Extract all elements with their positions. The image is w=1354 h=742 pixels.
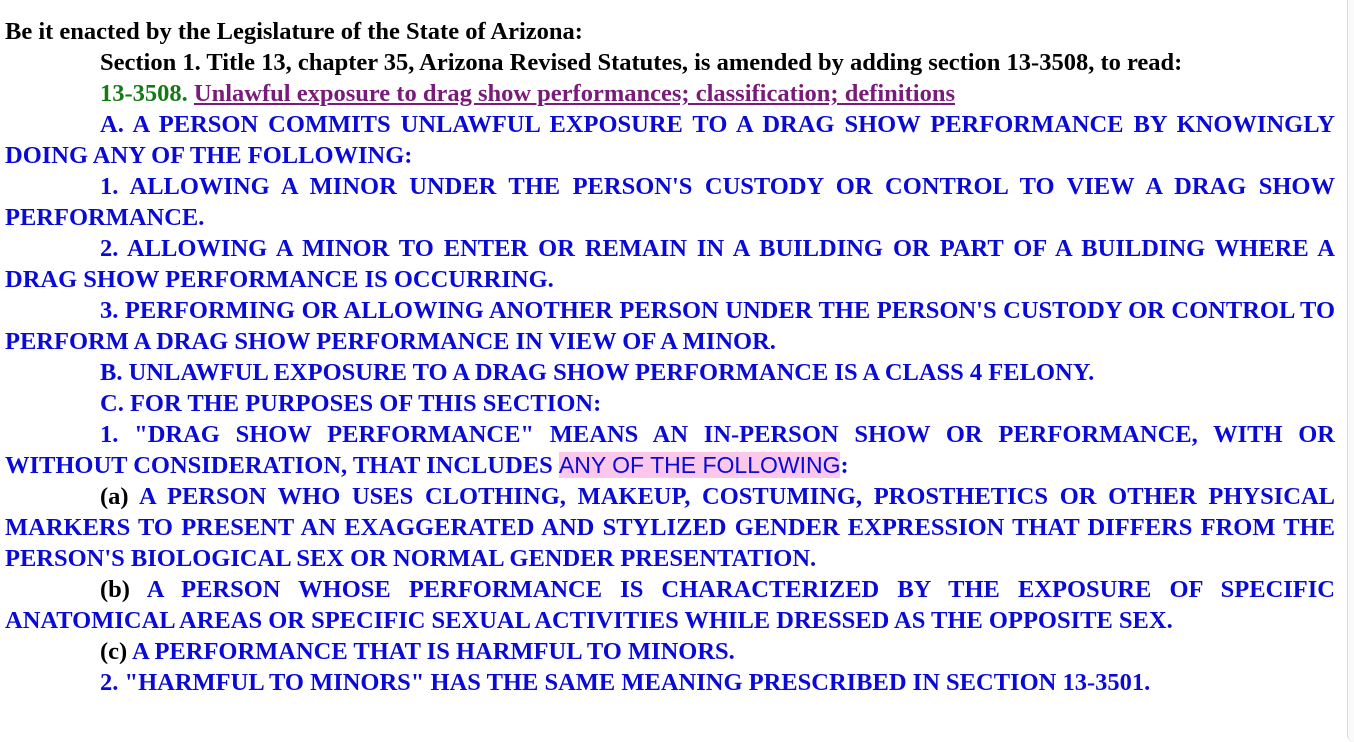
paragraph-a2: 2. ALLOWING A MINOR TO ENTER OR REMAIN IN A BUILDING OR PART OF A BUILDING WHERE A DRAG SHOW PERFORMANCE IS OCCURRING. — [5, 235, 1335, 293]
paragraph-c1a — [5, 481, 1335, 574]
paragraph-c2: 2. "HARMFUL TO MINORS" HAS THE SAME MEANING PRESCRIBED IN SECTION 13-3501. — [100, 669, 1151, 696]
paragraph-b: B. UNLAWFUL EXPOSURE TO A DRAG SHOW PERFORMANCE IS A CLASS 4 FELONY. — [100, 359, 1095, 386]
window-edge — [1347, 0, 1354, 742]
section-number: 13-3508. — [100, 80, 188, 107]
subparagraph-text-c: A PERFORMANCE THAT IS HARMFUL TO MINORS. — [127, 638, 735, 665]
subparagraph-label-c: (c) — [100, 638, 128, 665]
subparagraph-label-b: (b) — [100, 576, 130, 603]
paragraph-c: C. FOR THE PURPOSES OF THIS SECTION: — [100, 390, 602, 417]
section-intro: Section 1. Title 13, chapter 35, Arizona Revised Statutes, is amended by adding section 13-3508, to read: — [100, 49, 1183, 76]
paragraph-c1c — [5, 636, 1335, 667]
paragraph-c1-text: 1. "DRAG SHOW PERFORMANCE" MEANS AN IN-PERSON SHOW OR PERFORMANCE, WITH OR WITHOUT CONSIDERATION, THAT INCLUDES — [5, 421, 1335, 479]
paragraph-c1 — [5, 419, 1335, 481]
enacting-clause: Be it enacted by the Legislature of the State of Arizona: — [5, 18, 583, 45]
highlighted-phrase: ANY OF THE FOLLOWING — [558, 452, 841, 478]
bill-document — [5, 16, 1335, 698]
paragraph-c1b — [5, 574, 1335, 636]
section-heading — [5, 78, 1335, 109]
paragraph-a1: 1. ALLOWING A MINOR UNDER THE PERSON'S CUSTODY OR CONTROL TO VIEW A DRAG SHOW PERFORMANCE. — [5, 173, 1335, 231]
subparagraph-text-a: A PERSON WHO USES CLOTHING, MAKEUP, COSTUMING, PROSTHETICS OR OTHER PHYSICAL MARKERS TO PRESENT AN EXAGGERATED AND STYLIZED GENDER EXPRESSION THAT DIFFERS FROM THE PERSON'S BIOLOGICAL SEX OR NORMAL GENDER PRESENTATION. — [5, 483, 1335, 572]
subparagraph-text-b: A PERSON WHOSE PERFORMANCE IS CHARACTERIZED BY THE EXPOSURE OF SPECIFIC ANATOMICAL AREAS OR SPECIFIC SEXUAL ACTIVITIES WHILE DRESSED AS THE OPPOSITE SEX. — [5, 576, 1335, 634]
paragraph-c1-colon: : — [840, 452, 849, 479]
paragraph-a: A. A PERSON COMMITS UNLAWFUL EXPOSURE TO A DRAG SHOW PERFORMANCE BY KNOWINGLY DOING ANY OF THE FOLLOWING: — [5, 111, 1335, 169]
paragraph-a3: 3. PERFORMING OR ALLOWING ANOTHER PERSON UNDER THE PERSON'S CUSTODY OR CONTROL TO PERFORM A DRAG SHOW PERFORMANCE IN VIEW OF A MINOR. — [5, 297, 1335, 355]
section-title-link[interactable]: Unlawful exposure to drag show performances; classification; definitions — [193, 80, 955, 107]
subparagraph-label-a: (a) — [100, 483, 129, 510]
